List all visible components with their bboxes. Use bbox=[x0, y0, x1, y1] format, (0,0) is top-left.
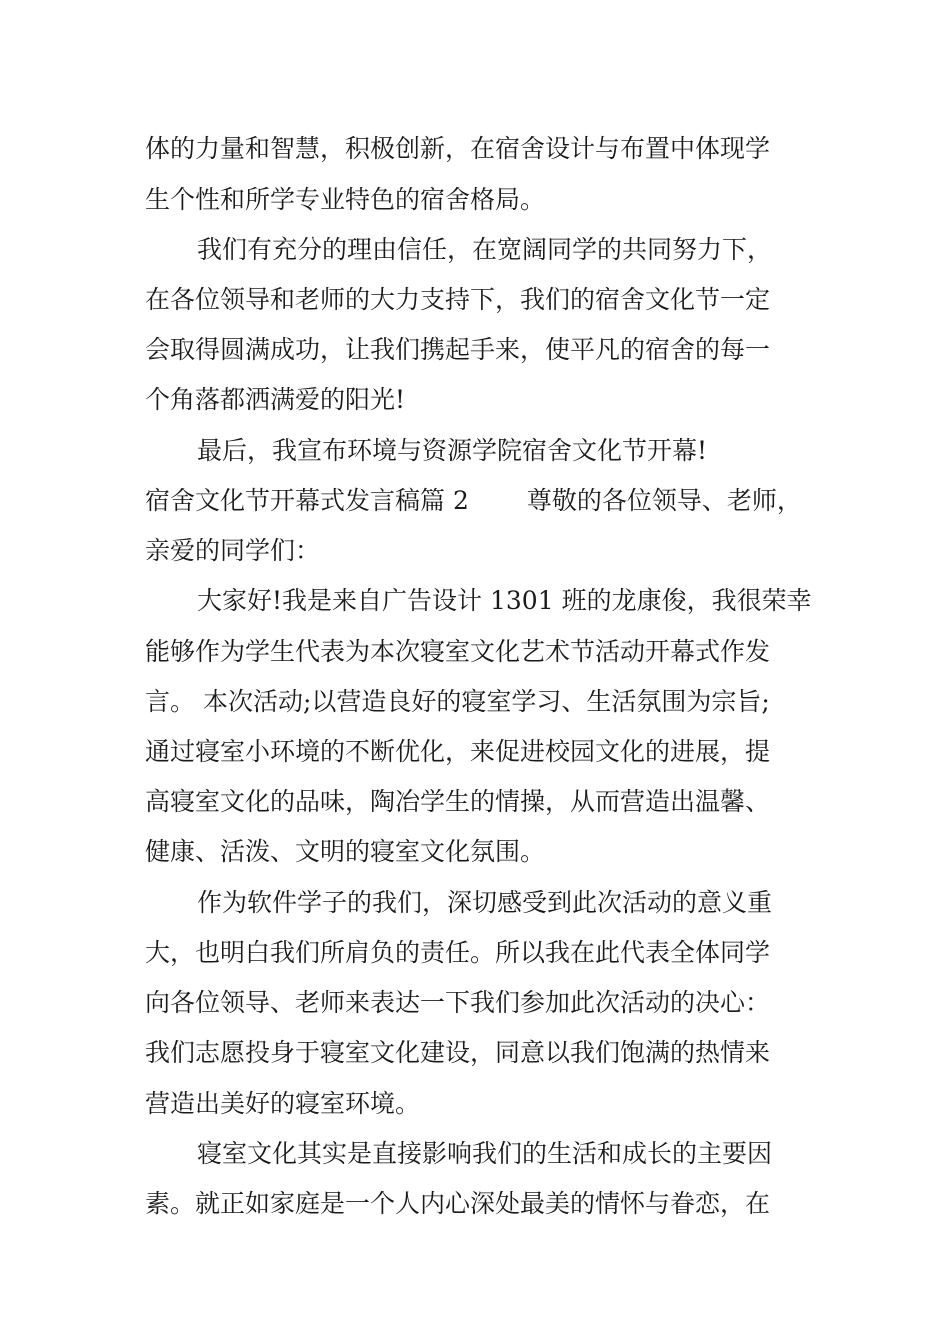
text-line: 亲爱的同学们： bbox=[145, 536, 321, 565]
text-line: 寝室文化其实是直接影响我们的生活和成长的主要因 bbox=[197, 1139, 773, 1168]
section-title: 宿舍文化节开幕式发言稿篇 2 bbox=[145, 486, 469, 515]
text-line: 作为软件学子的我们，深切感受到此次活动的意义重 bbox=[197, 888, 773, 917]
salutation: 尊敬的各位领导、老师， bbox=[526, 486, 802, 515]
text-line: 在各位领导和老师的大力支持下，我们的宿舍文化节一定 bbox=[145, 285, 771, 314]
text-line: 素。就正如家庭是一个人内心深处最美的情怀与眷恋，在 bbox=[145, 1189, 771, 1218]
text-line: 通过寝室小环境的不断优化，来促进校园文化的进展，提 bbox=[145, 737, 771, 766]
text-line: 言。 本次活动;以营造良好的寝室学习、生活氛围为宗旨; bbox=[145, 687, 770, 716]
text-line: 最后，我宣布环境与资源学院宿舍文化节开幕! bbox=[197, 436, 708, 465]
text-line: 会取得圆满成功，让我们携起手来，使平凡的宿舍的每一 bbox=[145, 335, 771, 364]
text-line: 大，也明白我们所肩负的责任。所以我在此代表全体同学 bbox=[145, 938, 771, 967]
text-line: 营造出美好的寝室环境。 bbox=[145, 1089, 421, 1118]
text-line: 我们有充分的理由信任，在宽阔同学的共同努力下， bbox=[197, 235, 773, 264]
text-line: 高寝室文化的品味，陶冶学生的情操，从而营造出温馨、 bbox=[145, 787, 771, 816]
text-line: 我们志愿投身于寝室文化建设，同意以我们饱满的热情来 bbox=[145, 1038, 771, 1067]
text-line: 生个性和所学专业特色的宿舍格局。 bbox=[145, 185, 546, 214]
text-line: 健康、活泼、文明的寝室文化氛围。 bbox=[145, 837, 546, 866]
section-heading-line bbox=[145, 485, 815, 517]
text-line: 个角落都洒满爱的阳光! bbox=[145, 385, 406, 414]
text-line: 能够作为学生代表为本次寝室文化艺术节活动开幕式作发 bbox=[145, 637, 771, 666]
text-line: 向各位领导、老师来表达一下我们参加此次活动的决心： bbox=[145, 988, 771, 1017]
text-line: 大家好!我是来自广告设计 1301 班的龙康俊，我很荣幸 bbox=[197, 586, 812, 615]
text-line: 体的力量和智慧，积极创新，在宿舍设计与布置中体现学 bbox=[145, 134, 771, 163]
